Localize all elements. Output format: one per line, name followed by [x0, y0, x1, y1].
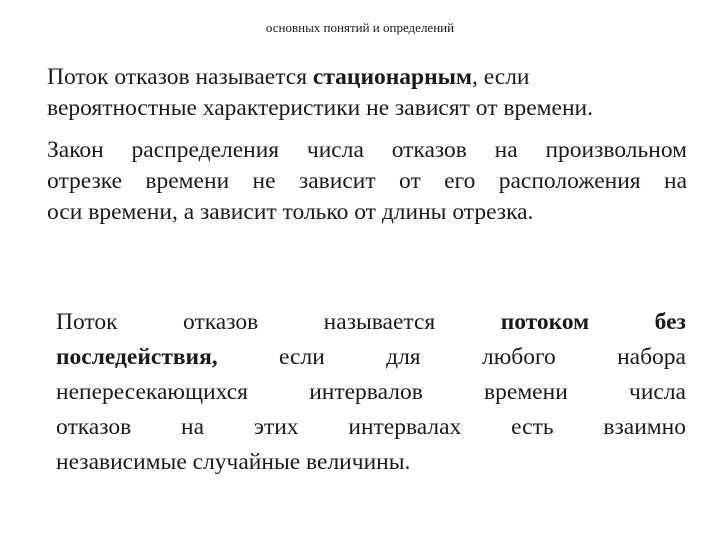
- stationary-definition: [47, 62, 695, 124]
- slide-header: основных понятий и определений: [265, 20, 455, 35]
- aftereffect-line-1: Поток отказов называется потоком без: [56, 309, 686, 335]
- explanation-line-1: Закон распределения числа отказов на произвольном: [47, 137, 687, 163]
- stationary-line-2: вероятностные характеристики не зависят от времени.: [47, 95, 593, 121]
- stationary-term: стационарным: [312, 64, 472, 90]
- aftereffect-line-5: независимые случайные величины.: [56, 449, 411, 475]
- aftereffect-line-3: непересекающихся интервалов времени числа: [56, 379, 686, 405]
- explanation-line-2: отрезке времени не зависит от его расположения на: [47, 168, 687, 194]
- aftereffect-line-4: отказов на этих интервалах есть взаимно: [56, 414, 686, 440]
- aftereffect-line-2: последействия, если для любого набора: [56, 344, 686, 370]
- stationary-line-1: Поток отказов называется стационарным, если: [47, 64, 530, 90]
- aftereffect-term: потоком без: [500, 309, 686, 335]
- explanation-line-3: оси времени, а зависит только от длины отрезка.: [47, 199, 534, 225]
- aftereffect-term-continued: последействия,: [56, 344, 218, 370]
- aftereffect-definition: [56, 305, 686, 480]
- stationary-explanation: [47, 135, 687, 228]
